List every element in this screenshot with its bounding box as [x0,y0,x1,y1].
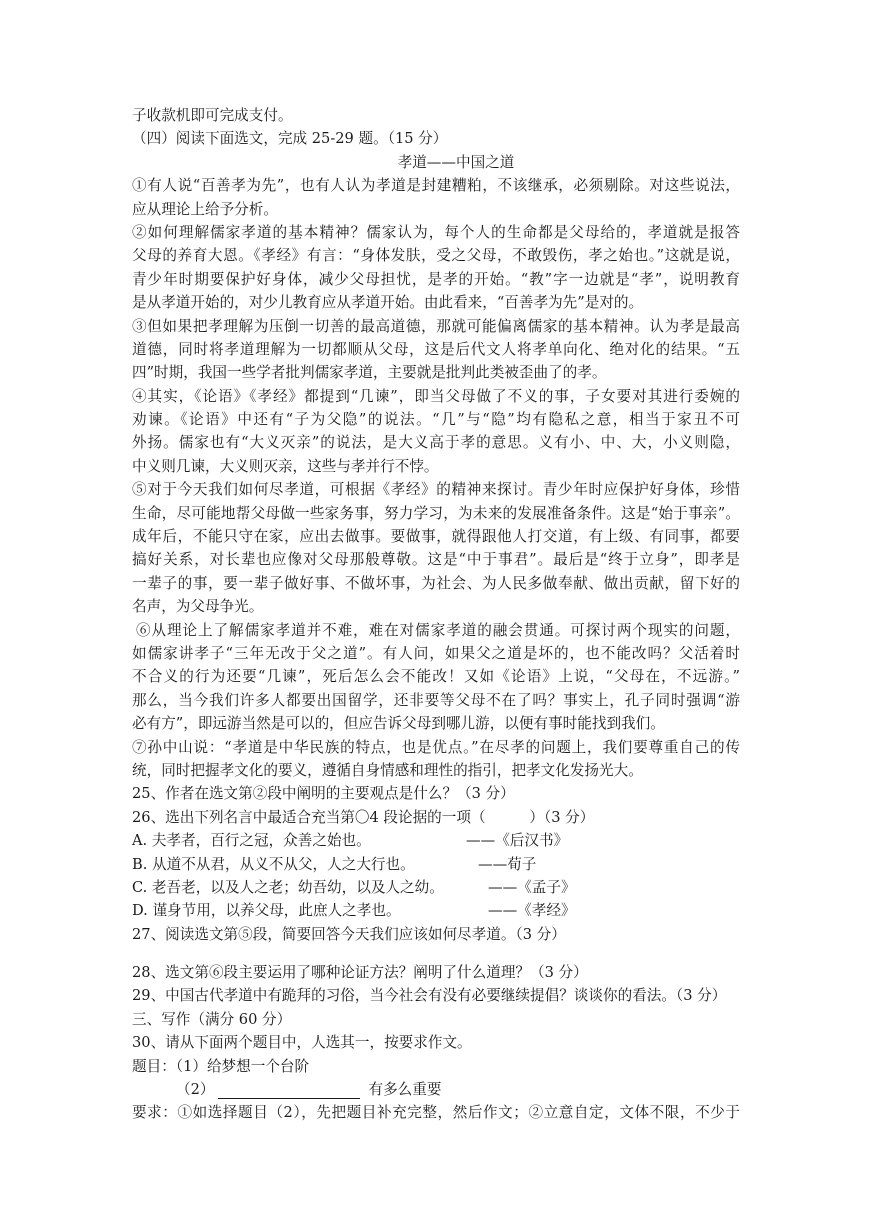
topic-2 [132,1078,740,1101]
text-line: 子收款机即可完成支付。 [132,107,293,124]
question-28: 28、选文第⑥段主要运用了哪种论证方法？阐明了什么道理？（3 分） [132,964,588,982]
option-a [132,829,740,852]
paragraph-2-line: 父母的养育大恩。《孝经》有言：“身体发肤，受之父母，不敢毁伤，孝之始也。”这就是说， [132,247,740,265]
paragraph-4-line: ④其实，《论语》《孝经》都提到“几谏”，即当父母做了不义的事，子女要对其进行委婉的 [132,387,740,405]
paragraph-5-line: 成年后，不能只守在家，应出去做事。要做事，就得跟他人打交道，有上级、有同事，都要 [132,528,740,546]
option-a-source: ——《后汉书》 [466,832,569,850]
paragraph-6-line: 不合义的行为还要“几谏”，死后怎么会不能改！又如《论语》上说，“父母在，不远游。” [132,668,740,686]
section-heading: （四）阅读下面选文，完成 25-29 题。（15 分） [132,130,448,148]
option-c [132,876,740,899]
option-c-text: C. 老吾老，以及人之老；幼吾幼，以及人之幼。 [132,878,444,896]
option-d [132,899,740,922]
article-title: 孝道——中国之道 [397,153,515,171]
paragraph-5-line: 生命，尽可能地帮父母做一些家务事，努力学习，为未来的发展准备条件。这是“始于事亲”。 [132,504,740,522]
paragraph-4-line: 劝谏。《论语》中还有“子为父隐”的说法。“几”与“隐”均有隐私之意，相当于家丑不可 [132,411,740,429]
writing-requirements: 要求：①如选择题目（2），先把题目补充完整，然后作文；②立意自定，文体不限，不少于 [132,1104,740,1122]
paragraph-2-line: 青少年时期要保护好身体，减少父母担忧，是孝的开始。“教”字一边就是“孝”，说明教育 [132,270,740,288]
topic-2-blank[interactable] [218,1082,360,1099]
paragraph-1-line: ①有人说“百善孝为先”，也有人认为孝道是封建糟粕，不该继承，必须剔除。对这些说法， [132,177,740,195]
option-d-text: D. 谨身节用，以养父母，此庶人之孝也。 [132,902,401,920]
topic-1: 题目：（1）给梦想一个台阶 [132,1057,310,1075]
option-a-text: A. 夫孝者，百行之冠，众善之始也。 [132,832,371,850]
paragraph-5-line: ⑤对于今天我们如何尽孝道，可根据《孝经》的精神来探讨。青少年时应保护好身体，珍惜 [132,481,740,499]
paragraph-7-line: 统，同时把握孝文化的要义，遵循自身情感和理性的指引，把孝文化发扬光大。 [132,761,643,779]
question-26: 26、选出下列名言中最适合充当第〇4 段论据的一项（ ）（3 分） [132,808,595,826]
option-b-text: B. 从道不从君，从义不从父，人之大行也。 [132,855,415,873]
topic-2-suffix: 有多么重要 [368,1081,442,1099]
answer-space [132,946,740,961]
option-d-source: ——《孝经》 [488,902,576,920]
paragraph-5-line: 搞好关系，对长辈也应像对父母那般尊敬。这是“中于事君”。最后是“终于立身”，即孝是 [132,551,740,569]
option-b-source: ——荀子 [478,855,537,873]
section-3-heading: 三、写作（满分 60 分） [132,1010,292,1028]
question-30: 30、请从下面两个题目中，人选其一，按要求作文。 [132,1034,472,1052]
paragraph-7-line: ⑦孙中山说：“孝道是中华民族的特点，也是优点。”在尽孝的问题上，我们要尊重自己的传 [132,738,740,756]
paragraph-6-line: 必有方”，即远游当然是可以的，但应告诉父母到哪儿游，以便有事时能找到我们。 [132,715,665,733]
option-b [132,853,740,876]
paragraph-6-line: 那么，当今我们许多人都要出国留学，还非要等父母不在了吗？事实上，孔子同时强调“游 [132,691,740,709]
document-page [132,104,740,1125]
option-c-source: ——《孟子》 [488,878,576,896]
paragraph-5-line: 名声，为父母争光。 [132,598,264,616]
paragraph-3-line: 道德，同时将孝道理解为一切都顺从父母，这是后代文人将孝单向化、绝对化的结果。“五 [132,340,740,358]
paragraph-4-line: 外扬。儒家也有“大义灭亲”的说法，是大义高于孝的意思。义有小、中、大，小义则隐， [132,434,740,452]
paragraph-5-line: 一辈子的事，要一辈子做好事、不做坏事，为社会、为人民多做奉献、做出贡献，留下好的 [132,574,740,592]
topic-2-prefix: （2） [176,1081,215,1099]
question-25: 25、作者在选文第②段中阐明的主要观点是什么？（3 分） [132,785,515,803]
paragraph-6-line: 如儒家讲孝子“三年无改于父之道”。有人问，如果父之道是坏的，也不能改吗？父活着时 [132,644,740,662]
paragraph-6-line: ⑥从理论上了解儒家孝道并不难，难在对儒家孝道的融会贯通。可探讨两个现实的问题， [136,621,740,639]
paragraph-2-line: 是从孝道开始的，对少儿教育应从孝道开始。由此看来，“百善孝为先”是对的。 [132,294,644,312]
paragraph-1-line: 应从理论上给予分析。 [132,200,278,218]
paragraph-3-line: 四”时期，我国一些学者批判儒家孝道，主要就是批判此类被歪曲了的孝。 [132,364,607,382]
paragraph-3-line: ③但如果把孝理解为压倒一切善的最高道德，那就可能偏离儒家的基本精神。认为孝是最高 [132,317,740,335]
paragraph-4-line: 中义则几谏，大义则灭亲，这些与孝并行不悖。 [132,457,439,475]
question-27: 27、阅读选文第⑤段，简要回答今天我们应该如何尽孝道。（3 分） [132,925,566,943]
paragraph-2-line: ②如何理解儒家孝道的基本精神？儒家认为，每个人的生命都是父母给的，孝道就是报答 [132,223,740,241]
question-29: 29、中国古代孝道中有跪拜的习俗，当今社会有没有必要继续提倡？谈谈你的看法。（3 分） [132,987,727,1005]
